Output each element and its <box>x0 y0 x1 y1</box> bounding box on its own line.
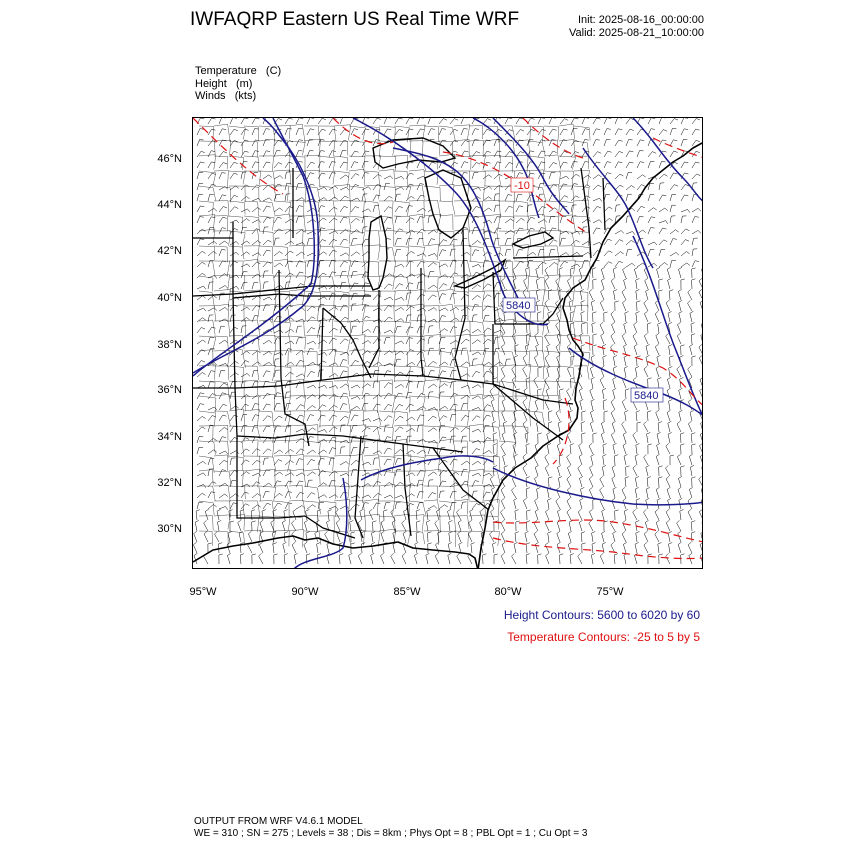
height-label-b: 5840 <box>634 390 659 402</box>
field-list <box>195 65 281 103</box>
lon-label-90: 90°W <box>291 586 319 598</box>
lon-label-80: 80°W <box>494 586 522 598</box>
lat-label-30: 30°N <box>157 523 182 535</box>
map-canvas <box>193 118 703 569</box>
init-time: Init: 2025-08-16_00:00:00 <box>578 14 704 26</box>
time-info <box>569 14 704 40</box>
lat-label-38: 38°N <box>157 339 182 351</box>
temp-label-a: -10 <box>514 180 530 192</box>
lat-label-44: 44°N <box>157 199 182 211</box>
height-label-a: 5840 <box>506 300 531 312</box>
lon-label-95: 95°W <box>189 586 217 598</box>
model-config: WE = 310 ; SN = 275 ; Levels = 38 ; Dis = 8km ; Phys Opt = 8 ; PBL Opt = 1 ; Cu Opt = 3 <box>194 828 588 839</box>
model-name: OUTPUT FROM WRF V4.6.1 MODEL <box>194 816 363 827</box>
lat-label-42: 42°N <box>157 245 182 257</box>
field-temperature: Temperature (C) <box>195 65 282 77</box>
weather-map[interactable] <box>192 117 703 569</box>
lat-label-32: 32°N <box>157 477 182 489</box>
height-contours <box>193 118 703 569</box>
map-title: IWFAQRP Eastern US Real Time WRF <box>190 9 520 30</box>
lat-label-46: 46°N <box>157 153 182 165</box>
valid-time: Valid: 2025-08-21_10:00:00 <box>569 27 704 39</box>
lat-label-36: 36°N <box>157 384 182 396</box>
lat-label-34: 34°N <box>157 431 182 443</box>
model-footer <box>194 816 587 840</box>
field-height: Height (m) <box>195 77 253 90</box>
lon-label-85: 85°W <box>393 586 421 598</box>
temperature-legend: Temperature Contours: -25 to 5 by 5 <box>507 630 700 644</box>
lon-label-75: 75°W <box>596 586 624 598</box>
height-legend: Height Contours: 5600 to 6020 by 60 <box>503 608 700 622</box>
lat-label-40: 40°N <box>157 292 182 304</box>
field-winds: Winds (kts) <box>195 90 257 102</box>
